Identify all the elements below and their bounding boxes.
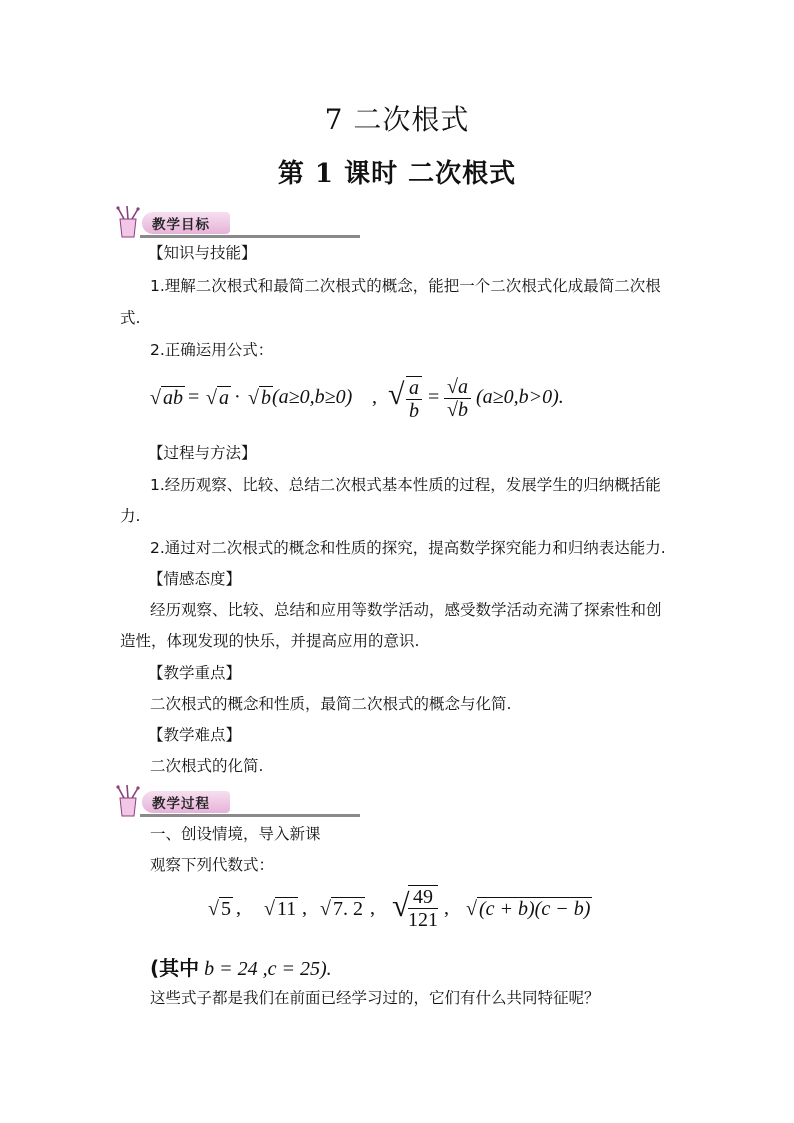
k1-line1: 1.理解二次根式和最简二次根式的概念，能把一个二次根式化成最简二次根	[150, 277, 661, 295]
comma: ,	[302, 897, 307, 919]
p2: 2.通过对二次根式的概念和性质的探究，提高数学探究能力和归纳表达能力.	[150, 539, 666, 557]
condition-1: (a≥0,b≥0)	[272, 386, 353, 408]
fraction-49-121: $\frac{49}{121}$	[408, 886, 438, 931]
fraction-a-over-b: $\frac{a}{b}$	[406, 376, 422, 422]
radical-expressions	[208, 885, 638, 937]
emotion-line1: 经历观察、比较、总结和应用等数学活动，感受数学活动充满了探索性和创	[150, 601, 662, 619]
observe-text: 观察下列代数式：	[150, 856, 275, 874]
teaching-goals-badge	[112, 205, 232, 239]
dot-sign: ·	[234, 386, 241, 408]
sqrt-b: √ b	[248, 387, 271, 409]
p1-line1: 1.经历观察、比较、总结二次根式基本性质的过程，发展学生的归纳概括能	[150, 476, 661, 494]
badge-label: 教学目标	[152, 217, 210, 233]
k2: 2.正确运用公式：	[150, 341, 274, 359]
radical-big: √	[388, 378, 405, 411]
comma: ,	[444, 897, 449, 919]
comma: ,	[370, 897, 375, 919]
equals-sign: =	[188, 386, 200, 408]
lesson-subtitle: 第 1 课时 二次根式	[277, 159, 517, 189]
where-clause: (其中 b = 24 ,c = 25).	[150, 956, 332, 980]
sqrt-5: √ 5	[208, 898, 231, 920]
difficult-header: 【教学难点】	[148, 726, 242, 744]
sqrt-ab: √ ab	[150, 387, 183, 409]
difficult-text: 二次根式的化简.	[150, 757, 264, 775]
sqrt-7-2: √ 7. 2	[320, 898, 363, 920]
pen-cup-icon	[112, 205, 146, 239]
condition-2: (a≥0,b>0).	[476, 386, 564, 408]
page-title: 7 二次根式	[324, 103, 470, 136]
sqrt-11: √ 11	[264, 898, 297, 920]
step-1: 一、创设情境，导入新课	[150, 825, 321, 843]
sqrt-a: √ a	[206, 387, 229, 409]
badge-underline	[140, 814, 360, 817]
formula-product-quotient	[150, 378, 610, 428]
radical-big: √	[392, 887, 410, 923]
teaching-process-badge	[112, 784, 232, 818]
equals-sign-2: =	[428, 386, 440, 408]
process-header: 【过程与方法】	[148, 444, 257, 462]
key-text: 二次根式的概念和性质，最简二次根式的概念与化简.	[150, 695, 512, 713]
badge-label: 教学过程	[152, 796, 210, 812]
knowledge-header: 【知识与技能】	[148, 244, 257, 262]
emotion-line2: 造性，体现发现的快乐，并提高应用的意识.	[120, 632, 420, 650]
sqrt-product: √ (c + b)(c − b)	[466, 898, 591, 920]
key-header: 【教学重点】	[148, 664, 242, 682]
p1-line2: 力.	[120, 507, 141, 525]
pen-cup-icon	[112, 784, 146, 818]
separator: ,	[372, 386, 377, 408]
badge-underline	[140, 235, 360, 238]
question-text: 这些式子都是我们在前面已经学习过的，它们有什么共同特征呢？	[150, 989, 600, 1007]
comma: ,	[236, 897, 241, 919]
emotion-header: 【情感态度】	[148, 570, 242, 588]
k1-line2: 式.	[120, 309, 141, 327]
fraction-sqrt: $\frac{√a}{√b}$	[444, 376, 471, 421]
